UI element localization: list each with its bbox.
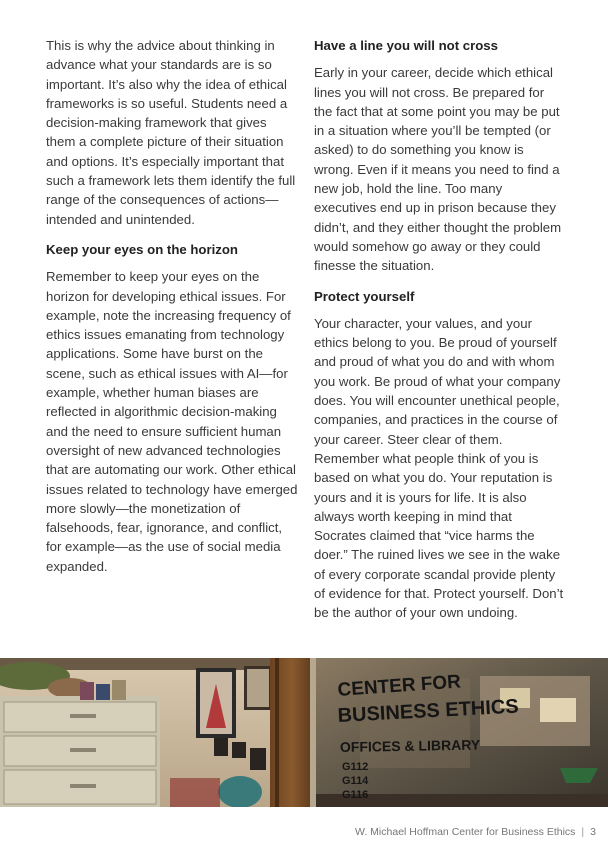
sign-line-1: CENTER FOR [336,671,462,701]
room-g116: G116 [342,789,369,801]
left-column [46,36,298,587]
horizon-paragraph: Remember to keep your eyes on the horizon for developing ethical issues. For example, note the increasing frequency of ethics issues emanating from technology applications. Some have burst on the scene, such as ethical issues with AI—for example, whether human biases are reflected in algorithmic decision-making and the need to ensure sufficient human oversight of new advanced technologies that are automating our work. Other ethical issues related to technology have emerged more slowly—the monetization of falsehoods, fear, ignorance, and conflict, for example—as the use of social media expanded. [46,269,298,574]
page-number: 3 [590,826,596,838]
right-column [314,36,566,634]
protect-paragraph: Your character, your values, and your ethics belong to you. Be proud of yourself and proud of what you do and with whom you work. Be proud of what your company does. You will encounter unethical people, companies, and practices in the course of your career. Steer clear of them. Remember what people think of you is based on what you do. Your reputation is yours and it is yours for life. It is also always worth keeping in mind that Socrates claimed that “vice harms the doer.” The ruined lives we see in the wake of every corporate scandal provide plenty of evidence for that. Protect yourself. Don’t be the author of your own undoing. [314,315,564,621]
intro-paragraph: This is why the advice about thinking in advance what your standards are is so important. It’s also why the idea of ethical frameworks is so useful. Students need a decision-making framework that gives them a complete picture of their situation and options. It’s especially important that such a framework lets them identify the full range of the consequences of actions—intended and unintended. [46,38,296,227]
line-heading: Have a line you will not cross [314,38,498,53]
page-footer [355,826,596,838]
room-g114: G114 [342,775,369,787]
footer-source: W. Michael Hoffman Center for Business Ethics [355,826,576,838]
protect-heading: Protect yourself [314,288,415,304]
sign-line-2: BUSINESS ETHICS [337,695,520,727]
room-g112: G112 [342,761,369,773]
line-paragraph: Early in your career, decide which ethical lines you will not cross. Be prepared for the fact that at some point you may be put in a situation where you’ll be tempted (or asked) to do something you know is wrong. Even if it means you need to find a new job, hold the line. Too many executives end up in prison because they didn’t, and they either thought the problem would somehow go away or they could finesse the situation. [314,65,562,274]
sign-line-3: OFFICES & LIBRARY [339,736,481,755]
office-photo [0,658,608,807]
horizon-heading: Keep your eyes on the horizon [46,241,238,257]
footer-separator: | [581,826,585,838]
